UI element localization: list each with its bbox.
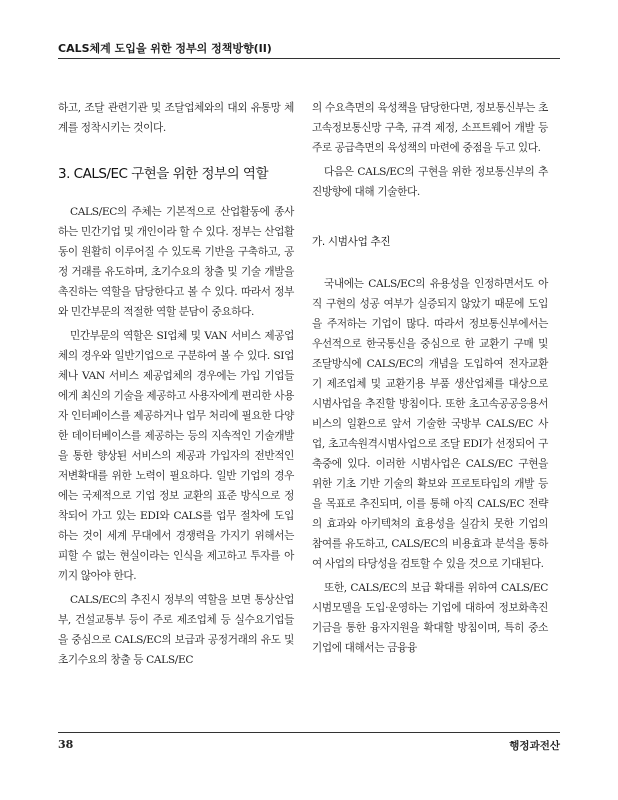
body-paragraph: 국내에는 CALS/EC의 유용성을 인정하면서도 아직 구현의 성공 여부가 실증되지 않았기 때문에 도입을 주저하는 기업이 많다. 따라서 정보통신부에서는 우선적으로 한국통신을 중심으로 한 교환기 구매 및 조달방식에 CALS/EC의 개념을 도입하여 전자교환기 제조업체 및 교환기용 부품 생산업체를 대상으로 시범사업을 추진할 방침이다. 또한 초고속공공응용서비스의 일환으로 앞서 기술한 국방부 CALS/EC 사업, 초고속원격시범사업으로 조달 EDI가 선정되어 구축중에 있다. 이러한 시범사업은 CALS/EC 구현을 위한 기초 기반 기술의 확보와 프로토타입의 개발 등을 목표로 추진되며, 이를 통해 아직 CALS/EC 전략의 효과와 아키텍쳐의 효용성을 실감치 못한 기업의 참여를 유도하고, CALS/EC의 비용효과 분석을 통하여 사업의 타당성을 검토할 수 있을 것으로 기대된다. [312,278,548,570]
body-paragraph: 의 수요측면의 육성책을 담당한다면, 정보통신부는 초고속정보통신망 구축, 규격 제정, 소프트웨어 개발 등 주로 공급측면의 육성책의 마련에 중점을 두고 있다. [312,102,548,154]
body-paragraph: CALS/EC의 추진시 정부의 역할을 보면 통상산업부, 건설교통부 등이 주로 제조업체 등 실수요기업들을 중심으로 CALS/EC의 보급과 공정거래의 유도 및 초기수요의 창출 등 CALS/EC [58,594,294,666]
body-paragraph: 다음은 CALS/EC의 구현을 위한 정보통신부의 추진방향에 대해 기술한다. [312,166,548,198]
journal-name: 행정과전산 [509,740,560,752]
footer-divider [58,732,560,733]
section-title: 3. CALS/EC 구현을 위한 정부의 역할 [58,166,269,182]
left-column [58,98,294,670]
body-paragraph: 민간부문의 역할은 SI업체 및 VAN 서비스 제공업체의 경우와 일반기업으로 구분하여 볼 수 있다. SI업체나 VAN 서비스 제공업체의 경우에는 가입 기업들에게 최신의 기술을 제공하고 사용자에게 편리한 사용자 인터페이스를 제공하거나 업무 처리에 필요한 다양한 데이터베이스를 제공하는 등의 지속적인 기술개발을 통한 향상된 서비스의 제공과 가입자의 전반적인 저변확대를 위한 노력이 필요하다. 일반 기업의 경우에는 국제적으로 기업 정보 교환의 표준 방식으로 정착되어 가고 있는 EDI와 CALS를 업무 절차에 도입하는 것이 세계 무대에서 경쟁력을 가지기 위해서는 피할 수 없는 현실이라는 인식을 제고하고 투자를 아끼지 않아야 한다. [58,330,294,582]
right-column [312,98,548,658]
intro-paragraph: 하고, 조달 관련기관 및 조달업체와의 대외 유통망 체계를 정착시키는 것이다. [58,102,294,134]
subheading: 가. 시범사업 추진 [312,236,391,248]
body-paragraph: CALS/EC의 주체는 기본적으로 산업활동에 종사하는 민간기업 및 개인이라 할 수 있다. 정부는 산업활동이 원활히 이루어질 수 있도록 기반을 구축하고, 공정 거래를 유도하며, 초기수요의 창출 및 기술 개발을 촉진하는 역할을 담당한다고 볼 수 있다. 따라서 정부와 민간부문의 적절한 역할 분담이 중요하다. [58,206,294,318]
page-number: 38 [58,738,74,751]
running-header: CALS체계 도입을 위한 정부의 정책방향(II) [58,42,272,55]
body-paragraph: 또한, CALS/EC의 보급 확대를 위하여 CALS/EC 시범모델을 도입·운영하는 기업에 대하여 정보화촉진기금을 통한 융자지원을 확대할 방침이며, 특히 중소기업에 대해서는 금융융 [312,582,548,654]
header-divider [58,58,560,59]
